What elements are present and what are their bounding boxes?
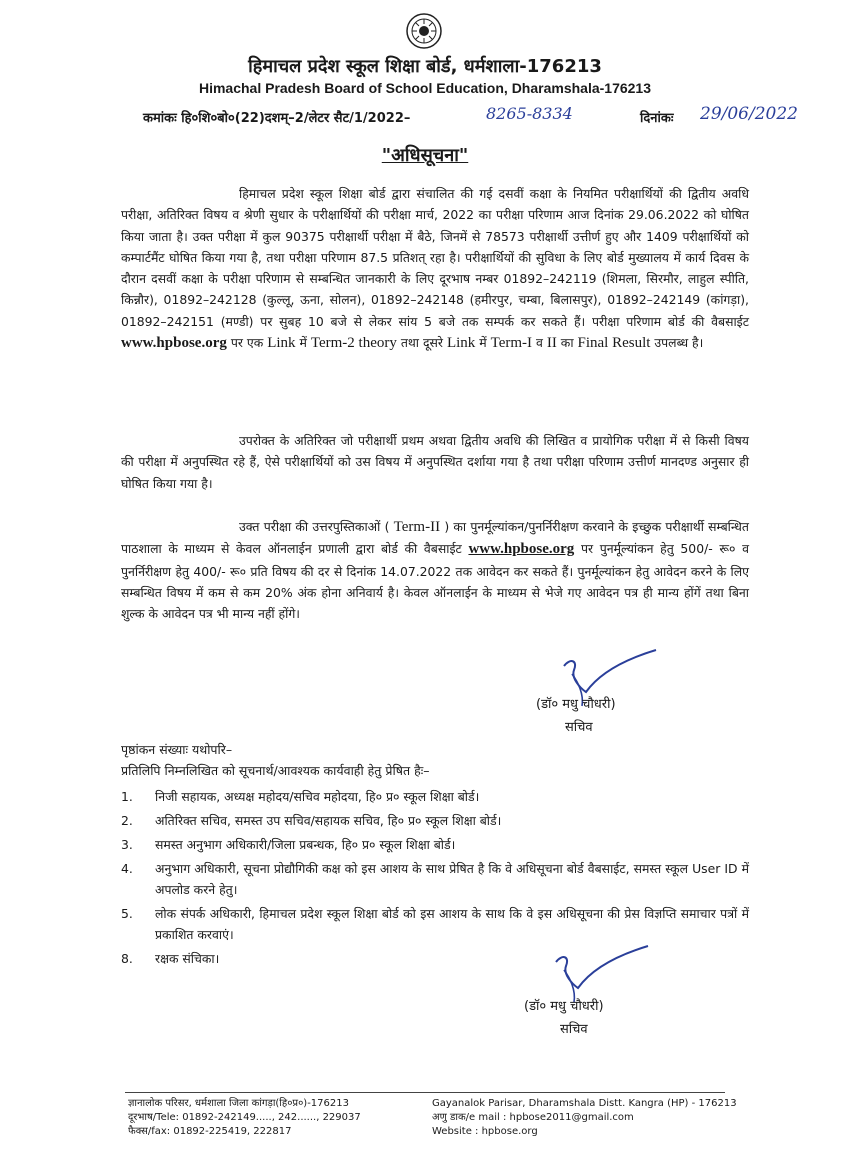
list-number: 8. <box>121 951 133 966</box>
p2-text: उपरोक्त के अतिरिक्त जो परीक्षार्थी प्रथम अथवा द्वितीय अवधि की लिखित व प्रायोगिक परीक्षा में से किसी विषय की परीक्षा में अनुपस्थित रहे हैं, ऐसे परीक्षार्थियों को उस विषय में अनुपस्थित दर्शाया गया है तथा परीक्षा परिणाम उत्तीर्ण मानदण्ड अनुसार ही घोषित किया गया है। <box>121 433 749 491</box>
signatory-designation: सचिव <box>565 720 593 735</box>
paragraph-reevaluation <box>121 516 749 624</box>
p1-text-b: पर एक <box>230 335 264 351</box>
list-text: लोक संपर्क अधिकारी, हिमाचल प्रदेश स्कूल शिक्षा बोर्ड को इस आशय के साथ कि वे इस अधिसूचना की प्रेस विज्ञप्ति समाचार पत्रों में प्रकाशित करवाएं। <box>155 906 749 942</box>
p3-text-c: पर पुनर्मूल्यांकन हेतु 500/- रू० व पुनर्निरीक्षण हेतु 400/- रू० प्रति विषय की दर से दिनांक 14.07.2022 तक आवेदन कर सकते हैं। पुनर्मूल्यांकन हेतु आवेदन करने के लिए सम्बन्धित विषय में कम से कम 20% अंक होना अनिवार्य है। केवल ऑनलाईन के माध्यम से भेजे गए आवेदन पत्र ही मान्य होंगें तथा बिना शुल्क के आवेदन पत्र भी मान्य नहीं होंगे। <box>121 541 749 622</box>
p1-text-g: का <box>560 335 574 351</box>
signatory-name-2: (डॉ० मधु चौधरी) <box>524 999 604 1014</box>
p3-text-b: ) का पुनर्मूल्यांकन/पुनर्निरीक्षण करवाने के इच्छुक परीक्षार्थी सम्बन्धित पाठशाला के माध्यम से केवल ऑनलाईन प्रणाली द्वारा बोर्ड की वैबसाईट <box>121 519 749 557</box>
list-number: 4. <box>121 861 133 876</box>
p1-text-h: उपलब्ध है। <box>654 335 704 351</box>
list-text: रक्षक संचिका। <box>155 951 220 966</box>
reference-number-label: कमांकः हि०शि०बो०(22)दशम्–2/लेटर सैट/1/2022– <box>143 111 411 126</box>
footer-email[interactable]: अणु डाक/e mail : hpbose2011@gmail.com <box>432 1112 634 1123</box>
website-link[interactable]: www.hpbose.org <box>121 335 227 352</box>
website-link-2[interactable]: www.hpbose.org <box>468 541 575 558</box>
board-title-english: Himachal Pradesh Board of School Education, Dharamshala-176213 <box>198 80 652 96</box>
footer-line: ज्ञानालोक परिसर, धर्मशाला जिला कांगड़ा(हि०प्र०)-176213 <box>128 1098 349 1109</box>
p1-text-d: तथा दूसरे <box>400 335 443 351</box>
signatory-name: (डॉ० मधु चौधरी) <box>536 697 616 712</box>
footer-fax: फैक्स/fax: 01892-225419, 222817 <box>128 1126 292 1137</box>
list-number: 3. <box>121 837 133 852</box>
notification-heading: "अधिसूचना" <box>381 145 469 166</box>
endorsement-line: पृष्ठांकन संख्याः यथोपरि– <box>121 742 233 757</box>
list-text: निजी सहायक, अध्यक्ष महोदय/सचिव महोदया, हि० प्र० स्कूल शिक्षा बोर्ड। <box>155 789 480 804</box>
board-seal-icon <box>405 12 443 50</box>
p1-link-word-2: Link <box>446 335 476 352</box>
list-item <box>121 810 749 831</box>
p3-term: Term-II <box>393 519 441 535</box>
footer-divider <box>125 1092 725 1093</box>
list-number: 2. <box>121 813 133 828</box>
p1-text-e: में <box>479 335 487 351</box>
p1-text-c: में <box>299 335 307 351</box>
footer-website[interactable]: Website : hpbose.org <box>432 1126 538 1137</box>
paragraph-result-announcement <box>121 183 749 354</box>
list-text: अनुभाग अधिकारी, सूचना प्रोद्यौगिकी कक्ष को इस आशय के साथ प्रेषित है कि वे अधिसूचना बोर्ड वैबसाईट, समस्त स्कूल User ID में अपलोड करने हेतु। <box>155 861 749 897</box>
p3-text-a: उक्त परीक्षा की उत्तरपुस्तिकाओं ( <box>239 519 390 534</box>
date-handwritten: 29/06/2022 <box>700 104 798 124</box>
copy-forwarded-line: प्रतिलिपि निम्नलिखित को सूचनार्थ/आवश्यक कार्यवाही हेतु प्रेषित हैः– <box>121 763 430 778</box>
list-text: समस्त अनुभाग अधिकारी/जिला प्रबन्धक, हि० प्र० स्कूल शिक्षा बोर्ड। <box>155 837 456 852</box>
list-item <box>121 858 749 900</box>
footer-line: Gayanalok Parisar, Dharamshala Distt. Kangra (HP) - 176213 <box>432 1098 737 1109</box>
p1-final-result: Final Result <box>577 335 651 352</box>
p1-text: हिमाचल प्रदेश स्कूल शिक्षा बोर्ड द्वारा संचालित की गई दसवीं कक्षा के नियमित परीक्षार्थियों की द्वितीय अवधि परीक्षा, अतिरिक्त विषय व श्रेणी सुधार के परीक्षार्थियों की परीक्षा मार्च, 2022 का परीक्षा परिणाम आज दिनांक 29.06.2022 को घोषित किया जाता है। उक्त परीक्षा में कुल 90375 परीक्षार्थी परीक्षा में बैठे, जिनमें से 78573 परीक्षार्थी उत्तीर्ण हुए और 1409 परीक्षार्थियों को कम्पार्टमैंट घोषित किया गया है, तथा परीक्षा परिणाम 87.5 प्रतिशत् रहा है। परीक्षार्थियों की सुविधा के लिए बोर्ड मुख्यालय में कार्य दिवस के दौरान दसवीं कक्षा के परीक्षा परिणाम से सम्बन्धित जानकारी के लिए दूरभाष नम्बर 01892–242119 (शिमला, सिरमौर, लाहुल स्पीति, किन्नौर), 01892–242128 (कुल्लू, ऊना, सोलन), 01892–242148 (हमीरपुर, चम्बा, बिलासपुर), 01892–242149 (कांगड़ा), 01892–242151 (मण्डी) पर सुबह 10 बजे से लेकर सांय 5 बजे तक सम्पर्क कर सकते हैं। परीक्षा परिणाम बोर्ड की वैबसाईट <box>121 186 749 329</box>
p1-link-word: Link <box>267 335 296 352</box>
footer-phone: दूरभाष/Tele: 01892-242149....., 242......, 229037 <box>128 1112 361 1123</box>
p1-term1: Term-I <box>490 335 533 352</box>
footer-address-hindi <box>128 1097 361 1139</box>
list-number: 5. <box>121 906 133 921</box>
p1-term-ii: II <box>546 335 557 352</box>
list-number: 1. <box>121 789 133 804</box>
p1-text-f: व <box>536 335 543 351</box>
p1-term2: Term-2 theory <box>310 335 397 352</box>
list-text: अतिरिक्त सचिव, समस्त उप सचिव/सहायक सचिव, हि० प्र० स्कूल शिक्षा बोर्ड। <box>155 813 502 828</box>
date-label: दिनांकः <box>640 111 674 126</box>
board-title-hindi: हिमाचल प्रदेश स्कूल शिक्षा बोर्ड, धर्मशाला-176213 <box>248 56 602 77</box>
footer-address-english <box>432 1097 737 1139</box>
list-item <box>121 834 749 855</box>
paragraph-absent-candidates <box>121 430 749 494</box>
list-item <box>121 903 749 945</box>
signatory-designation-2: सचिव <box>560 1022 588 1037</box>
list-item <box>121 786 749 807</box>
reference-number-handwritten: 8265-8334 <box>486 104 573 123</box>
